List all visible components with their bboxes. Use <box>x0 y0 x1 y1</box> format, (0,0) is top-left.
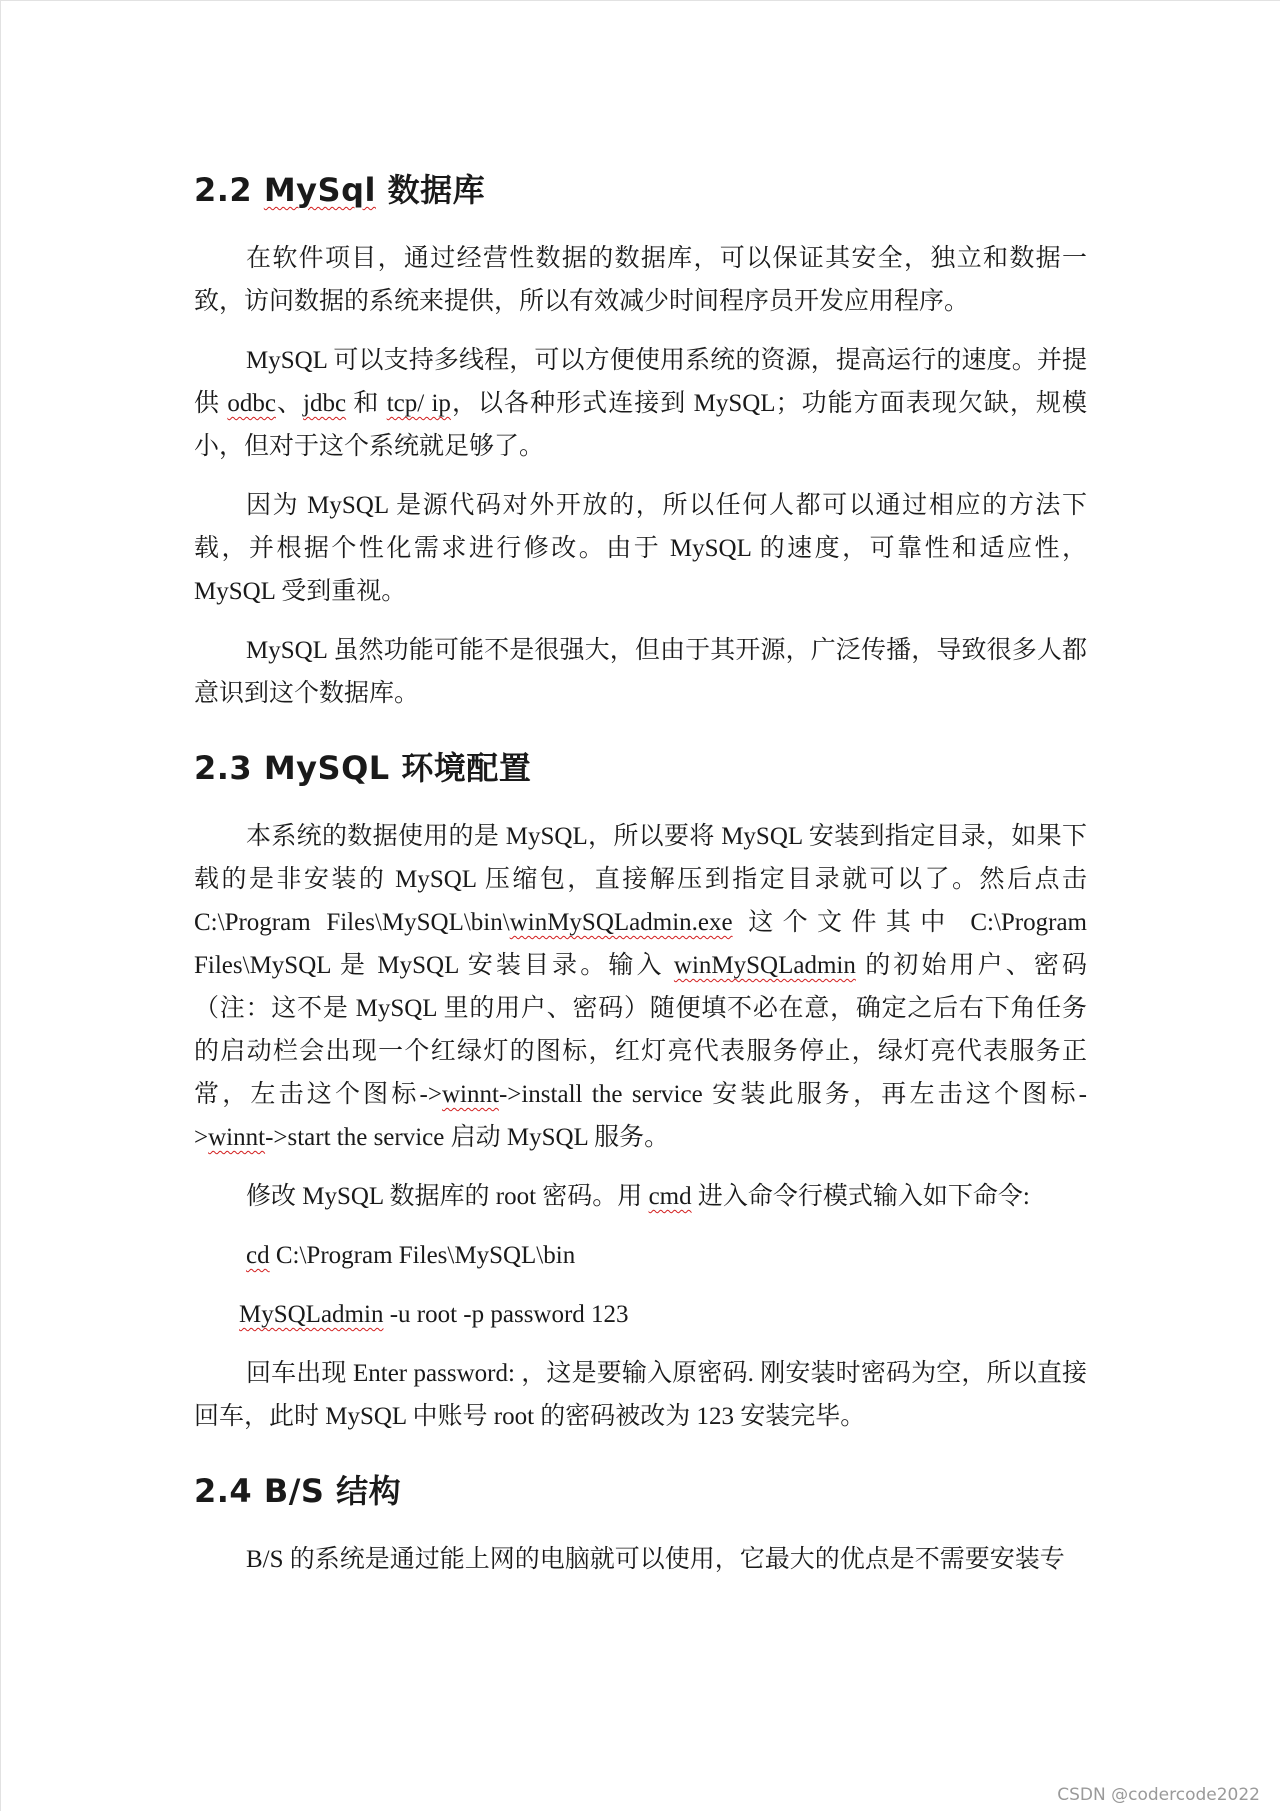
paragraph-bs-structure: B/S 的系统是通过能上网的电脑就可以使用，它最大的优点是不需要安装专 <box>246 1546 1065 1573</box>
spellcheck-word: odbc <box>227 390 276 417</box>
paragraph-mysql-install: 本系统的数据使用的是 MySQL，所以要将 MySQL 安装到指定目录，如果下载的是非安装的 MySQL 压缩包，直接解压到指定目录就可以了。然后点击 C:\Program Files\MySQL\bin\winMySQLadmin.exe 这个文件其中 C:\Program Files\MySQL 是 MySQL 安装目录。输入 winMySQLadmin 的初始用户、密码（注：这不是 MySQL 里的用户、密码）随便填不必在意，确定之后右下角任务的启动栏会出现一个红绿灯的图标，红灯亮代表服务停止，绿灯亮代表服务正常，左击这个图标->winnt->install the service 安装此服务，再左击这个图标->winnt->start the service 启动 MySQL 服务。 <box>194 823 1087 1151</box>
paragraph-mysql-summary: MySQL 虽然功能可能不是很强大，但由于其开源，广泛传播，导致很多人都意识到这个数据库。 <box>194 637 1087 707</box>
spellcheck-word: tcp/ ip <box>386 390 451 417</box>
command-line-mysqladmin: MySQLadmin -u root -p password 123 <box>239 1301 629 1328</box>
spellcheck-word: cd <box>246 1242 270 1269</box>
heading-2-2: 2.2 MySql 数据库 <box>194 171 486 209</box>
command-line-cd: cd C:\Program Files\MySQL\bin <box>246 1242 576 1269</box>
spellcheck-word: winMySQLadmin.exe <box>509 909 733 936</box>
paragraph-mysql-intro: 在软件项目，通过经营性数据的数据库，可以保证其安全，独立和数据一致，访问数据的系统来提供，所以有效减少时间程序员开发应用程序。 <box>194 245 1087 315</box>
heading-2-3: 2.3 MySQL 环境配置 <box>194 749 532 787</box>
spellcheck-word: MySql <box>263 171 376 209</box>
spellcheck-word: cmd <box>648 1183 692 1210</box>
spellcheck-word: winnt <box>208 1124 266 1151</box>
paragraph-mysql-opensource: 因为 MySQL 是源代码对外开放的，所以任何人都可以通过相应的方法下载，并根据个性化需求进行修改。由于 MySQL 的速度，可靠性和适应性，MySQL 受到重视。 <box>194 492 1087 605</box>
paragraph-mysql-features: MySQL 可以支持多线程，可以方便使用系统的资源，提高运行的速度。并提供 odbc、jdbc 和 tcp/ ip，以各种形式连接到 MySQL；功能方面表现欠缺，规模小，但对于这个系统就足够了。 <box>194 347 1087 460</box>
heading-2-4: 2.4 B/S 结构 <box>194 1472 402 1510</box>
csdn-watermark: CSDN @codercode2022 <box>1057 1785 1260 1805</box>
spellcheck-word: jdbc <box>303 390 347 417</box>
spellcheck-word: winMySQLadmin <box>673 952 856 979</box>
paragraph-install-complete: 回车出现 Enter password: ，这是要输入原密码. 刚安装时密码为空，所以直接回车，此时 MySQL 中账号 root 的密码被改为 123 安装完毕。 <box>194 1360 1087 1430</box>
spellcheck-word: winnt <box>441 1081 499 1108</box>
paragraph-root-password: 修改 MySQL 数据库的 root 密码。用 cmd 进入命令行模式输入如下命令: <box>246 1183 1030 1210</box>
spellcheck-word: MySQLadmin <box>239 1301 384 1328</box>
document-content <box>194 161 1087 1581</box>
